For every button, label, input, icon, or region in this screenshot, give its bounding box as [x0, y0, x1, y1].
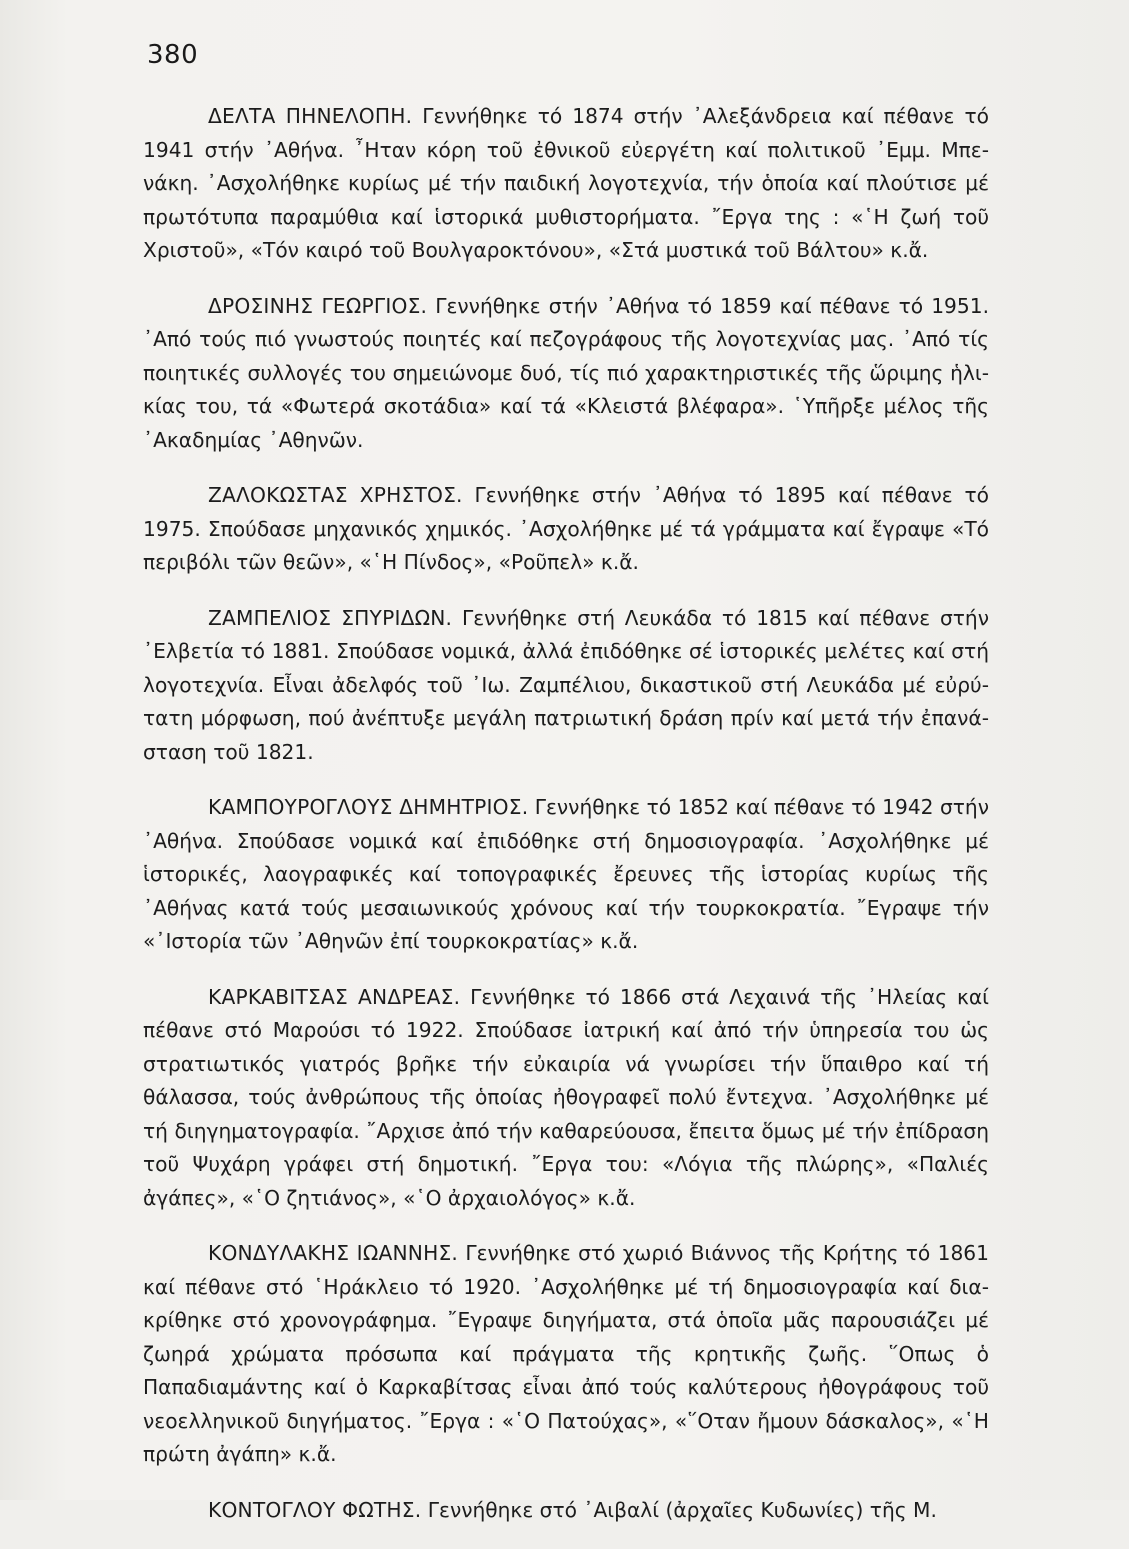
entry-text: Γεννήθηκε στήν ᾿Αθήνα τό 1895 καί πέθανε τό 1975. Σπούδασε μηχανικός χημικός. ᾿Ασχολήθηκε μέ τά γράμματα καί ἔγραψε «Τό περιβόλι τῶν θεῶν», «῾Η Πίνδος», «Ροῦπελ» κ.ἄ.: [143, 483, 989, 574]
biography-entries: [143, 100, 989, 1549]
entry-name: ΔΡΟΣΙΝΗΣ ΓΕΩΡΓΙΟΣ.: [208, 293, 428, 318]
entry-zalokostas-christos: [143, 479, 989, 580]
entry-name: ΖΑΜΠΕΛΙΟΣ ΣΠΥΡΙΔΩΝ.: [208, 605, 453, 630]
entry-name: ΚΟΝΔΥΛΑΚΗΣ ΙΩΑΝΝΗΣ.: [208, 1241, 459, 1265]
entry-text: Γεννήθηκε στό ᾿Αιβαλί (ἀρχαῖες Κυδωνίες) τῆς Μ.: [427, 1497, 937, 1522]
entry-name: ΔΕΛΤΑ ΠΗΝΕΛΟΠΗ.: [208, 104, 413, 128]
entry-kondylakis-ioannis: [143, 1237, 989, 1472]
entry-text: Γεννήθηκε στήν ᾿Αθήνα τό 1859 καί πέθανε τό 1951. ᾿Από τούς πιό γνωστούς ποιητές καί πεζογράφους τῆς λογοτεχνίας μας. ᾿Από τίς ποιητικές συλλογές του σημειώνομε δυό, τίς πιό χαρακτηριστικές τῆς ὥριμης ἡλικίας του, τά «Φωτερά σκοτάδια» καί τά «Κλειστά βλέφαρα». ῾Υπῆρξε μέλος τῆς ᾿Ακαδημίας ᾿Αθηνῶν.: [143, 293, 989, 452]
entry-text: Γεννήθηκε τό 1874 στήν ᾿Αλεξάνδρεια καί πέθανε τό 1941 στήν ᾿Αθήνα. ῏Ηταν κόρη τοῦ ἐθνικοῦ εὐεργέτη καί πολιτικοῦ ᾿Εμμ. Μπενάκη. ᾿Ασχολήθηκε κυρίως μέ τήν παιδική λογοτεχνία, τήν ὁποία καί πλούτισε μέ πρωτότυπα παραμύθια καί ἱστορικά μυθιστορήματα. ῎Εργα της : «῾Η ζωή τοῦ Χριστοῦ», «Τόν καιρό τοῦ Βουλγαροκτόνου», «Στά μυστικά τοῦ Βάλτου» κ.ἄ.: [143, 104, 989, 262]
entry-name: ΚΑΡΚΑΒΙΤΣΑΣ ΑΝΔΡΕΑΣ.: [208, 984, 461, 1009]
entry-name: ΚΑΜΠΟΥΡΟΓΛΟΥΣ ΔΗΜΗΤΡΙΟΣ.: [208, 795, 529, 819]
entry-text: Γεννήθηκε τό 1866 στά Λεχαινά τῆς ᾿Ηλείας καί πέθανε στό Μαρούσι τό 1922. Σπούδασε ἰατρική καί ἀπό τήν ὑπηρεσία του ὡς στρατιωτικός γιατρός βρῆκε τήν εὐκαιρία νά γνωρίσει τήν ὕπαιθρο καί τή θάλασσα, τούς ἀνθρώπους τῆς ὁποίας ἠθογραφεῖ πολύ ἔντεχνα. ᾿Ασχολήθηκε μέ τή διηγηματογραφία. ῎Αρχισε ἀπό τήν καθαρεύουσα, ἔπειτα ὅμως μέ τήν ἐπίδραση τοῦ Ψυχάρη γράφει στή δημοτική. ῎Εργα του: «Λόγια τῆς πλώρης», «Παλιές ἀγάπες», «῾Ο ζητιάνος», «῾Ο ἀρχαιολόγος» κ.ἄ.: [143, 984, 989, 1210]
entry-karkavitsas-andreas: [143, 981, 989, 1216]
page-number: 380: [147, 40, 199, 70]
entry-zampelios-spyridon: [143, 602, 989, 770]
entry-text: Γεννήθηκε στό χωριό Βιάννος τῆς Κρήτης τό 1861 καί πέθανε στό ῾Ηράκλειο τό 1920. ᾿Ασχολήθηκε μέ τή δημοσιογραφία καί διακρίθηκε στό χρονογράφημα. ῎Εγραψε διηγήματα, στά ὁποῖα μᾶς παρουσιάζει μέ ζωηρά χρώματα πρόσωπα καί πράγματα τῆς κρητικῆς ζωῆς. ῞Οπως ὁ Παπαδιαμάντης καί ὁ Καρκαβίτσας εἶναι ἀπό τούς καλύτερους ἠθογράφους τοῦ νεοελληνικοῦ διηγήματος. ῎Εργα : «῾Ο Πατούχας», «῞Οταν ἤμουν δάσκαλος», «῾Η πρώτη ἀγάπη» κ.ἄ.: [143, 1241, 989, 1466]
entry-name: ΖΑΛΟΚΩΣΤΑΣ ΧΡΗΣΤΟΣ.: [208, 483, 463, 507]
entry-drosinis-georgios: [143, 290, 989, 458]
entry-kampouroglous-dimitrios: [143, 791, 989, 959]
entry-text: Γεννήθηκε στή Λευκάδα τό 1815 καί πέθανε στήν ᾿Ελβετία τό 1881. Σπούδασε νομικά, ἀλλά ἐπιδόθηκε σέ ἱστορικές μελέτες καί στή λογοτεχνία. Εἶναι ἀδελφός τοῦ ᾿Ιω. Ζαμπέλιου, δικαστικοῦ στή Λευκάδα μέ εὐρύτατη μόρφωση, πού ἀνέπτυξε μεγάλη πατριωτική δράση πρίν καί μετά τήν ἐπανάσταση τοῦ 1821.: [143, 605, 989, 764]
entry-delta-penelope: [143, 100, 989, 268]
entry-kontoglou-fotis: [143, 1494, 989, 1528]
entry-text: Γεννήθηκε τό 1852 καί πέθανε τό 1942 στήν ᾿Αθήνα. Σπούδασε νομικά καί ἐπιδόθηκε στή δημοσιογραφία. ᾿Ασχολήθηκε μέ ἱστορικές, λαογραφικές καί τοπογραφικές ἔρευνες τῆς ἱστορίας κυρίως τῆς ᾿Αθήνας κατά τούς μεσαιωνικούς χρόνους καί τήν τουρκοκρατία. ῎Εγραψε τήν «᾿Ιστορία τῶν ᾿Αθηνῶν ἐπί τουρκοκρατίας» κ.ἄ.: [143, 795, 989, 953]
entry-name: ΚΟΝΤΟΓΛΟΥ ΦΩΤΗΣ.: [208, 1497, 422, 1522]
